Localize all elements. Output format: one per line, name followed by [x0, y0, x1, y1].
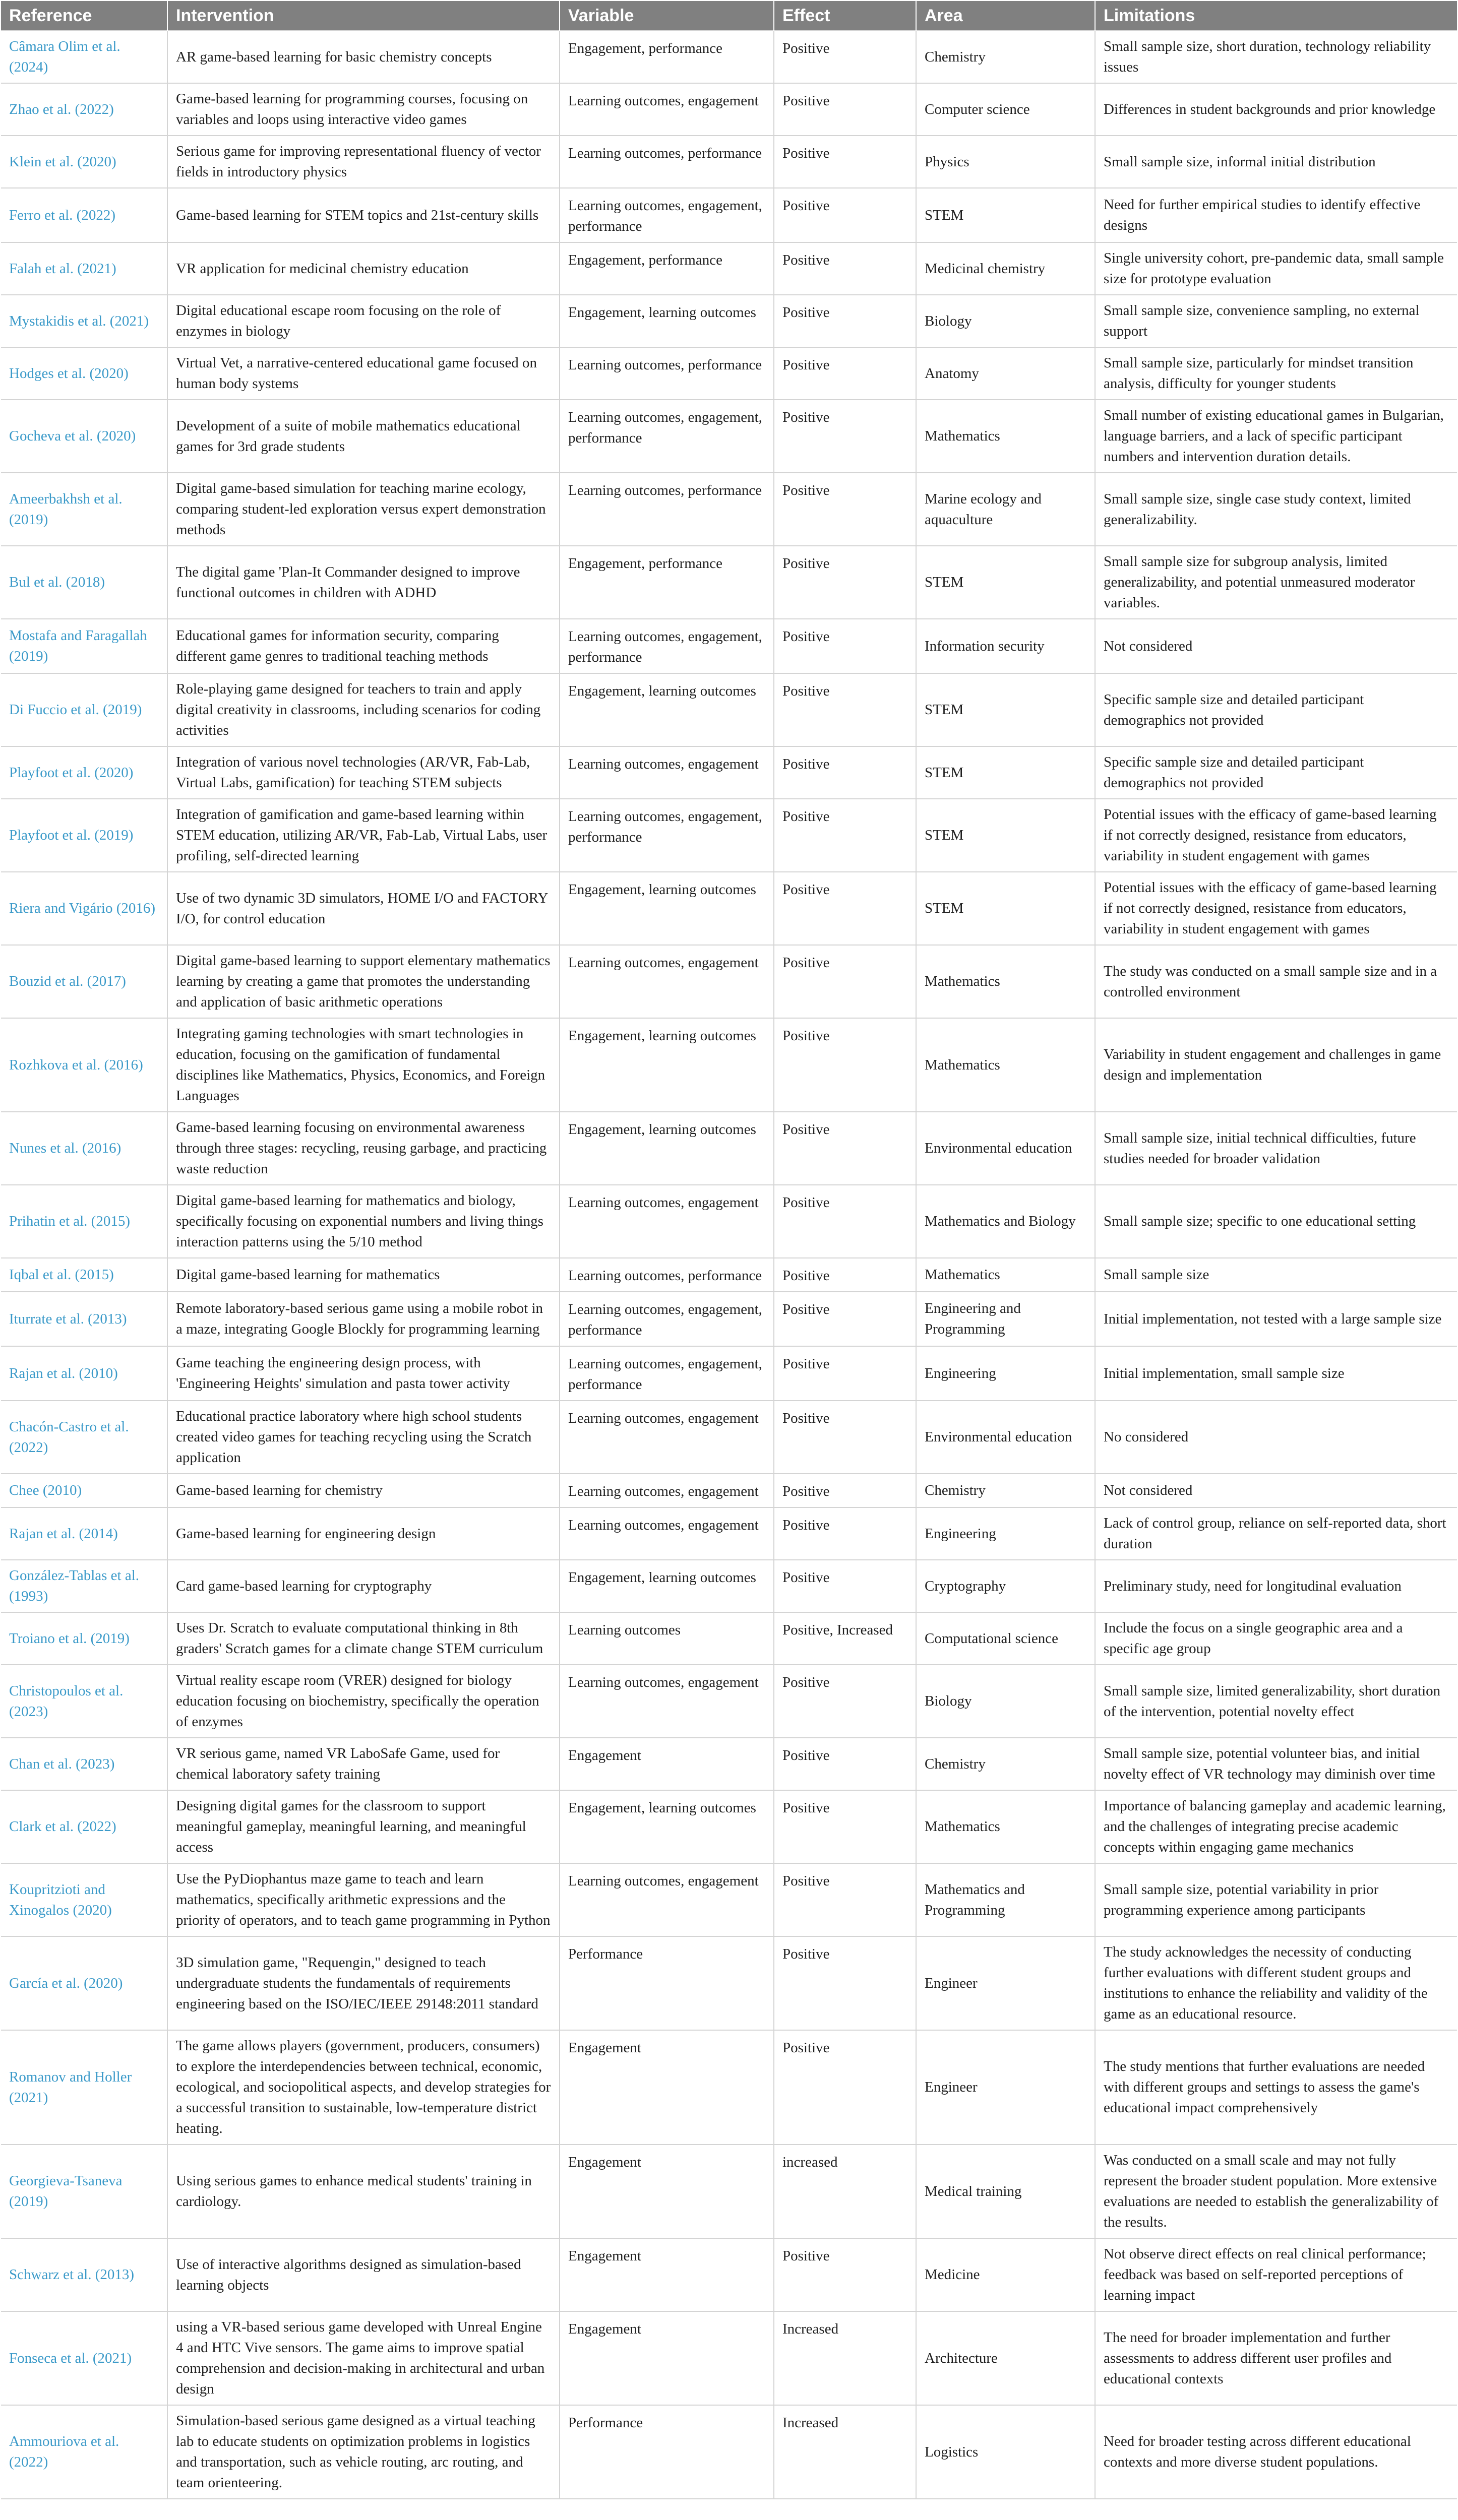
cell-variable: Engagement, learning outcomes [560, 295, 774, 347]
cell-variable: Engagement, learning outcomes [560, 1018, 774, 1112]
cell-intervention: Use of interactive algorithms designed as simulation-based learning objects [167, 2238, 560, 2311]
cell-area: Biology [916, 295, 1095, 347]
cell-intervention: Using serious games to enhance medical students' training in cardiology. [167, 2145, 560, 2238]
cell-effect: Positive [774, 1507, 916, 1560]
cell-reference[interactable]: Rajan et al. (2010) [1, 1346, 167, 1401]
cell-area: Architecture [916, 2311, 1095, 2405]
table-row [1, 2238, 1457, 2311]
header-row [1, 1, 1457, 31]
cell-limitations: Initial implementation, not tested with a large sample size [1095, 1292, 1457, 1346]
cell-variable: Engagement, learning outcomes [560, 1560, 774, 1612]
table-row [1, 1790, 1457, 1863]
cell-variable: Learning outcomes, engagement [560, 746, 774, 799]
cell-intervention: Virtual reality escape room (VRER) designed for biology education focusing on biochemistry, specifically the operation of enzymes [167, 1665, 560, 1738]
cell-limitations: Small sample size [1095, 1258, 1457, 1292]
cell-intervention: The game allows players (government, producers, consumers) to explore the interdependencies between technical, economic, ecological, and sociopolitical aspects, and develop strategies for a successful transition to sustainable, low-temperature district heating. [167, 2030, 560, 2145]
cell-intervention: Development of a suite of mobile mathematics educational games for 3rd grade students [167, 400, 560, 473]
cell-limitations: Differences in student backgrounds and prior knowledge [1095, 83, 1457, 136]
cell-intervention: Simulation-based serious game designed as a virtual teaching lab to educate students on optimization problems in logistics and transportation, such as vehicle routing, arc routing, and team orienteering. [167, 2405, 560, 2499]
cell-area: STEM [916, 188, 1095, 242]
cell-area: Medicine [916, 2238, 1095, 2311]
cell-effect: Positive [774, 1258, 916, 1292]
cell-intervention: Use the PyDiophantus maze game to teach and learn mathematics, specifically arithmetic expressions and the priority of operators, and to teach game programming in Python [167, 1863, 560, 1936]
cell-variable: Engagement, learning outcomes [560, 1112, 774, 1185]
cell-limitations: The study acknowledges the necessity of conducting further evaluations with different student groups and institutions to enhance the reliability and validity of the game as an educational resource. [1095, 1936, 1457, 2030]
table-row [1, 673, 1457, 746]
cell-area: Cryptography [916, 1560, 1095, 1612]
cell-effect: Positive [774, 1401, 916, 1474]
cell-area: Engineer [916, 2030, 1095, 2145]
cell-effect: Positive [774, 799, 916, 872]
cell-variable: Engagement [560, 2145, 774, 2238]
cell-limitations: Specific sample size and detailed participant demographics not provided [1095, 673, 1457, 746]
cell-reference[interactable]: Mystakidis et al. (2021) [1, 295, 167, 347]
cell-intervention: Digital game-based learning to support elementary mathematics learning by creating a game that promotes the understanding and application of basic arithmetic operations [167, 945, 560, 1018]
cell-reference[interactable]: Koupritzioti and Xinogalos (2020) [1, 1863, 167, 1936]
table-row [1, 1665, 1457, 1738]
table-row [1, 2030, 1457, 2145]
table-row [1, 2145, 1457, 2238]
table-row [1, 400, 1457, 473]
cell-intervention: 3D simulation game, "Requengin," designed to teach undergraduate students the fundamentals of requirements engineering based on the ISO/IEC/IEEE 29148:2011 standard [167, 1936, 560, 2030]
cell-effect: Positive [774, 1346, 916, 1401]
cell-reference[interactable]: Bul et al. (2018) [1, 546, 167, 619]
cell-variable: Engagement, performance [560, 31, 774, 83]
cell-effect: Positive [774, 546, 916, 619]
cell-area: Chemistry [916, 31, 1095, 83]
cell-effect: Positive [774, 1863, 916, 1936]
cell-area: Medicinal chemistry [916, 242, 1095, 295]
cell-intervention: The digital game 'Plan-It Commander designed to improve functional outcomes in children with ADHD [167, 546, 560, 619]
cell-limitations: No considered [1095, 1401, 1457, 1474]
cell-reference[interactable]: Di Fuccio et al. (2019) [1, 673, 167, 746]
cell-reference[interactable]: Romanov and Holler (2021) [1, 2030, 167, 2145]
cell-reference[interactable]: Mostafa and Faragallah (2019) [1, 619, 167, 673]
table-row [1, 1018, 1457, 1112]
cell-intervention: VR application for medicinal chemistry education [167, 242, 560, 295]
cell-variable: Learning outcomes, engagement [560, 1185, 774, 1258]
cell-variable: Learning outcomes, engagement, performance [560, 1292, 774, 1346]
cell-area: Chemistry [916, 1474, 1095, 1507]
cell-effect: Positive [774, 188, 916, 242]
table-body [1, 31, 1457, 2499]
cell-effect: Positive [774, 1560, 916, 1612]
cell-variable: Performance [560, 1936, 774, 2030]
table-row [1, 945, 1457, 1018]
cell-limitations: Need for broader testing across different educational contexts and more diverse student populations. [1095, 2405, 1457, 2499]
cell-effect: Positive [774, 473, 916, 546]
cell-variable: Learning outcomes, engagement [560, 1507, 774, 1560]
cell-limitations: Small sample size, short duration, technology reliability issues [1095, 31, 1457, 83]
cell-limitations: Lack of control group, reliance on self-reported data, short duration [1095, 1507, 1457, 1560]
cell-variable: Engagement, learning outcomes [560, 1790, 774, 1863]
cell-area: Logistics [916, 2405, 1095, 2499]
table-row [1, 1112, 1457, 1185]
cell-area: Mathematics [916, 945, 1095, 1018]
cell-variable: Learning outcomes, engagement [560, 83, 774, 136]
cell-limitations: Small sample size; specific to one educational setting [1095, 1185, 1457, 1258]
cell-area: Chemistry [916, 1738, 1095, 1790]
cell-reference[interactable]: Iturrate et al. (2013) [1, 1292, 167, 1346]
table-row [1, 1560, 1457, 1612]
table-row [1, 1863, 1457, 1936]
cell-limitations: Was conducted on a small scale and may not fully represent the broader student population. More extensive evaluations are needed to establish the generalizability of the results. [1095, 2145, 1457, 2238]
cell-effect: Positive, Increased [774, 1612, 916, 1665]
cell-effect: Positive [774, 1474, 916, 1507]
cell-limitations: Small sample size, informal initial distribution [1095, 136, 1457, 188]
cell-limitations: Small sample size, single case study context, limited generalizability. [1095, 473, 1457, 546]
cell-area: Information security [916, 619, 1095, 673]
table-row [1, 1612, 1457, 1665]
table-row [1, 347, 1457, 400]
table-row [1, 746, 1457, 799]
table-row [1, 2311, 1457, 2405]
cell-reference[interactable]: Schwarz et al. (2013) [1, 2238, 167, 2311]
cell-variable: Learning outcomes, engagement [560, 1863, 774, 1936]
cell-limitations: The need for broader implementation and further assessments to address different user profiles and educational contexts [1095, 2311, 1457, 2405]
cell-area: Computer science [916, 83, 1095, 136]
table-row [1, 2405, 1457, 2499]
header-variable: Variable [560, 1, 774, 31]
table-row [1, 1258, 1457, 1292]
cell-reference[interactable]: Clark et al. (2022) [1, 1790, 167, 1863]
cell-intervention: Game-based learning focusing on environmental awareness through three stages: recycling, reusing garbage, and practicing waste reduction [167, 1112, 560, 1185]
table-row [1, 1401, 1457, 1474]
cell-reference[interactable]: Bouzid et al. (2017) [1, 945, 167, 1018]
cell-area: STEM [916, 546, 1095, 619]
cell-reference[interactable]: Ammouriova et al. (2022) [1, 2405, 167, 2499]
cell-variable: Learning outcomes, engagement [560, 1401, 774, 1474]
cell-limitations: Variability in student engagement and challenges in game design and implementation [1095, 1018, 1457, 1112]
cell-reference[interactable]: Chacón-Castro et al. (2022) [1, 1401, 167, 1474]
cell-reference[interactable]: García et al. (2020) [1, 1936, 167, 2030]
cell-limitations: Small sample size for subgroup analysis, limited generalizability, and potential unmeasured moderator variables. [1095, 546, 1457, 619]
cell-intervention: Remote laboratory-based serious game using a mobile robot in a maze, integrating Google Blockly for programming learning [167, 1292, 560, 1346]
cell-variable: Learning outcomes, engagement [560, 1665, 774, 1738]
cell-variable: Engagement, performance [560, 242, 774, 295]
cell-reference[interactable]: Ferro et al. (2022) [1, 188, 167, 242]
cell-variable: Engagement [560, 2030, 774, 2145]
cell-area: STEM [916, 872, 1095, 945]
table-row [1, 136, 1457, 188]
cell-reference[interactable]: Rajan et al. (2014) [1, 1507, 167, 1560]
cell-variable: Learning outcomes, performance [560, 347, 774, 400]
table-row [1, 799, 1457, 872]
cell-intervention: Educational practice laboratory where high school students created video games for teaching recycling using the Scratch application [167, 1401, 560, 1474]
cell-limitations: Preliminary study, need for longitudinal evaluation [1095, 1560, 1457, 1612]
header-limitations: Limitations [1095, 1, 1457, 31]
table-row [1, 1185, 1457, 1258]
cell-effect: Positive [774, 31, 916, 83]
cell-effect: Positive [774, 2030, 916, 2145]
cell-intervention: Role-playing game designed for teachers to train and apply digital creativity in classrooms, including scenarios for coding activities [167, 673, 560, 746]
cell-reference[interactable]: Prihatin et al. (2015) [1, 1185, 167, 1258]
cell-effect: Positive [774, 1665, 916, 1738]
cell-intervention: Virtual Vet, a narrative-centered educational game focused on human body systems [167, 347, 560, 400]
cell-reference[interactable]: Playfoot et al. (2020) [1, 746, 167, 799]
cell-limitations: Small sample size, initial technical difficulties, future studies needed for broader validation [1095, 1112, 1457, 1185]
cell-intervention: AR game-based learning for basic chemistry concepts [167, 31, 560, 83]
cell-limitations: Include the focus on a single geographic area and a specific age group [1095, 1612, 1457, 1665]
table-row [1, 31, 1457, 83]
cell-variable: Engagement, learning outcomes [560, 673, 774, 746]
cell-area: Engineering [916, 1507, 1095, 1560]
cell-reference[interactable]: Georgieva-Tsaneva (2019) [1, 2145, 167, 2238]
cell-reference[interactable]: Iqbal et al. (2015) [1, 1258, 167, 1292]
cell-intervention: Card game-based learning for cryptography [167, 1560, 560, 1612]
cell-effect: Positive [774, 673, 916, 746]
cell-variable: Learning outcomes, engagement [560, 1474, 774, 1507]
table-row [1, 1738, 1457, 1790]
cell-effect: Positive [774, 1738, 916, 1790]
cell-area: Computational science [916, 1612, 1095, 1665]
cell-area: STEM [916, 673, 1095, 746]
cell-area: Physics [916, 136, 1095, 188]
cell-variable: Learning outcomes, engagement [560, 945, 774, 1018]
cell-intervention: Educational games for information security, comparing different game genres to traditional teaching methods [167, 619, 560, 673]
cell-limitations: Not considered [1095, 1474, 1457, 1507]
cell-area: Mathematics [916, 1790, 1095, 1863]
cell-area: Biology [916, 1665, 1095, 1738]
cell-variable: Learning outcomes, engagement, performance [560, 400, 774, 473]
cell-reference[interactable]: Hodges et al. (2020) [1, 347, 167, 400]
cell-variable: Learning outcomes, engagement, performance [560, 799, 774, 872]
cell-reference[interactable]: Rozhkova et al. (2016) [1, 1018, 167, 1112]
cell-limitations: Potential issues with the efficacy of game-based learning if not correctly designed, resistance from educators, variability in student engagement with games [1095, 799, 1457, 872]
cell-variable: Engagement, performance [560, 546, 774, 619]
cell-intervention: Game-based learning for engineering design [167, 1507, 560, 1560]
cell-effect: Positive [774, 872, 916, 945]
cell-limitations: The study mentions that further evaluations are needed with different groups and settings to assess the game's educational impact comprehensively [1095, 2030, 1457, 2145]
cell-limitations: Potential issues with the efficacy of game-based learning if not correctly designed, resistance from educators, variability in student engagement with games [1095, 872, 1457, 945]
table-row [1, 83, 1457, 136]
cell-limitations: Small sample size, particularly for mindset transition analysis, difficulty for younger students [1095, 347, 1457, 400]
cell-effect: Positive [774, 242, 916, 295]
cell-effect: Positive [774, 746, 916, 799]
cell-area: Anatomy [916, 347, 1095, 400]
cell-reference[interactable]: Ameerbakhsh et al. (2019) [1, 473, 167, 546]
cell-intervention: Game-based learning for programming courses, focusing on variables and loops using interactive video games [167, 83, 560, 136]
cell-effect: Positive [774, 83, 916, 136]
cell-variable: Learning outcomes, performance [560, 136, 774, 188]
cell-area: Marine ecology and aquaculture [916, 473, 1095, 546]
table-row [1, 242, 1457, 295]
cell-intervention: Digital game-based simulation for teaching marine ecology, comparing student-led exploration versus expert demonstration methods [167, 473, 560, 546]
header-intervention: Intervention [167, 1, 560, 31]
cell-intervention: Integration of various novel technologies (AR/VR, Fab-Lab, Virtual Labs, gamification) for teaching STEM subjects [167, 746, 560, 799]
cell-variable: Learning outcomes, performance [560, 473, 774, 546]
cell-area: STEM [916, 799, 1095, 872]
cell-intervention: Game-based learning for STEM topics and 21st-century skills [167, 188, 560, 242]
cell-area: Mathematics [916, 1018, 1095, 1112]
cell-effect: Positive [774, 347, 916, 400]
cell-intervention: Serious game for improving representational fluency of vector fields in introductory physics [167, 136, 560, 188]
cell-limitations: Single university cohort, pre-pandemic data, small sample size for prototype evaluation [1095, 242, 1457, 295]
cell-limitations: Small sample size, limited generalizability, short duration of the intervention, potential novelty effect [1095, 1665, 1457, 1738]
cell-intervention: Use of two dynamic 3D simulators, HOME I/O and FACTORY I/O, for control education [167, 872, 560, 945]
cell-effect: Positive [774, 400, 916, 473]
cell-intervention: Game-based learning for chemistry [167, 1474, 560, 1507]
cell-variable: Engagement, learning outcomes [560, 872, 774, 945]
table-row [1, 1507, 1457, 1560]
table-row [1, 1346, 1457, 1401]
cell-limitations: Small sample size, potential volunteer bias, and initial novelty effect of VR technology may diminish over time [1095, 1738, 1457, 1790]
cell-reference[interactable]: González-Tablas et al. (1993) [1, 1560, 167, 1612]
table-row [1, 619, 1457, 673]
cell-area: Environmental education [916, 1401, 1095, 1474]
cell-area: Mathematics [916, 400, 1095, 473]
table-row [1, 473, 1457, 546]
cell-effect: Increased [774, 2405, 916, 2499]
cell-intervention: Integration of gamification and game-based learning within STEM education, utilizing AR/VR, Fab-Lab, Virtual Labs, user profiling, self-directed learning [167, 799, 560, 872]
cell-variable: Learning outcomes, performance [560, 1258, 774, 1292]
cell-reference[interactable]: Câmara Olim et al. (2024) [1, 31, 167, 83]
cell-limitations: Small sample size, convenience sampling, no external support [1095, 295, 1457, 347]
table-row [1, 1292, 1457, 1346]
cell-limitations: Not considered [1095, 619, 1457, 673]
cell-reference[interactable]: Klein et al. (2020) [1, 136, 167, 188]
cell-variable: Performance [560, 2405, 774, 2499]
cell-variable: Learning outcomes [560, 1612, 774, 1665]
cell-limitations: Small number of existing educational games in Bulgarian, language barriers, and a lack of specific participant numbers and intervention duration details. [1095, 400, 1457, 473]
cell-area: Engineering [916, 1346, 1095, 1401]
cell-reference[interactable]: Playfoot et al. (2019) [1, 799, 167, 872]
cell-area: Mathematics and Programming [916, 1863, 1095, 1936]
cell-reference[interactable]: Gocheva et al. (2020) [1, 400, 167, 473]
cell-reference[interactable]: Zhao et al. (2022) [1, 83, 167, 136]
cell-effect: Positive [774, 619, 916, 673]
cell-intervention: Uses Dr. Scratch to evaluate computational thinking in 8th graders' Scratch games for a climate change STEM curriculum [167, 1612, 560, 1665]
cell-reference[interactable]: Chan et al. (2023) [1, 1738, 167, 1790]
cell-limitations: Not observe direct effects on real clinical performance; feedback was based on self-reported perceptions of learning impact [1095, 2238, 1457, 2311]
cell-effect: Positive [774, 295, 916, 347]
cell-reference[interactable]: Chee (2010) [1, 1474, 167, 1507]
cell-variable: Engagement [560, 2238, 774, 2311]
cell-limitations: Initial implementation, small sample size [1095, 1346, 1457, 1401]
cell-intervention: Designing digital games for the classroom to support meaningful gameplay, meaningful learning, and meaningful access [167, 1790, 560, 1863]
cell-intervention: VR serious game, named VR LaboSafe Game, used for chemical laboratory safety training [167, 1738, 560, 1790]
cell-intervention: Digital game-based learning for mathematics [167, 1258, 560, 1292]
cell-area: Mathematics [916, 1258, 1095, 1292]
cell-area: STEM [916, 746, 1095, 799]
literature-table [1, 1, 1457, 2499]
header-reference: Reference [1, 1, 167, 31]
cell-effect: Positive [774, 1018, 916, 1112]
cell-area: Engineering and Programming [916, 1292, 1095, 1346]
table-row [1, 1936, 1457, 2030]
cell-intervention: Integrating gaming technologies with smart technologies in education, focusing on the gamification of fundamental disciplines like Mathematics, Physics, Economics, and Foreign Languages [167, 1018, 560, 1112]
cell-limitations: Need for further empirical studies to identify effective designs [1095, 188, 1457, 242]
cell-limitations: Small sample size, potential variability in prior programming experience among participants [1095, 1863, 1457, 1936]
table-row [1, 872, 1457, 945]
cell-reference[interactable]: Falah et al. (2021) [1, 242, 167, 295]
cell-effect: increased [774, 2145, 916, 2238]
cell-effect: Positive [774, 136, 916, 188]
header-area: Area [916, 1, 1095, 31]
cell-effect: Increased [774, 2311, 916, 2405]
cell-intervention: using a VR-based serious game developed with Unreal Engine 4 and HTC Vive sensors. The game aims to improve spatial comprehension and decision-making in architectural and urban design [167, 2311, 560, 2405]
cell-variable: Learning outcomes, engagement, performance [560, 1346, 774, 1401]
cell-variable: Engagement [560, 2311, 774, 2405]
cell-intervention: Digital game-based learning for mathematics and biology, specifically focusing on exponential numbers and living things interaction patterns using the 5/10 method [167, 1185, 560, 1258]
cell-reference[interactable]: Riera and Vigário (2016) [1, 872, 167, 945]
cell-intervention: Digital educational escape room focusing on the role of enzymes in biology [167, 295, 560, 347]
table-row [1, 1474, 1457, 1507]
cell-limitations: Specific sample size and detailed participant demographics not provided [1095, 746, 1457, 799]
cell-intervention: Game teaching the engineering design process, with 'Engineering Heights' simulation and pasta tower activity [167, 1346, 560, 1401]
cell-effect: Positive [774, 1790, 916, 1863]
cell-effect: Positive [774, 2238, 916, 2311]
cell-effect: Positive [774, 945, 916, 1018]
cell-area: Mathematics and Biology [916, 1185, 1095, 1258]
cell-area: Environmental education [916, 1112, 1095, 1185]
cell-limitations: The study was conducted on a small sample size and in a controlled environment [1095, 945, 1457, 1018]
cell-area: Medical training [916, 2145, 1095, 2238]
cell-variable: Engagement [560, 1738, 774, 1790]
cell-variable: Learning outcomes, engagement, performance [560, 188, 774, 242]
cell-reference[interactable]: Christopoulos et al. (2023) [1, 1665, 167, 1738]
cell-area: Engineer [916, 1936, 1095, 2030]
cell-reference[interactable]: Fonseca et al. (2021) [1, 2311, 167, 2405]
cell-effect: Positive [774, 1292, 916, 1346]
header-effect: Effect [774, 1, 916, 31]
table-row [1, 188, 1457, 242]
cell-variable: Learning outcomes, engagement, performance [560, 619, 774, 673]
table-row [1, 295, 1457, 347]
table-row [1, 546, 1457, 619]
cell-limitations: Importance of balancing gameplay and academic learning, and the challenges of integrating precise academic concepts within engaging game mechanics [1095, 1790, 1457, 1863]
cell-effect: Positive [774, 1185, 916, 1258]
cell-reference[interactable]: Nunes et al. (2016) [1, 1112, 167, 1185]
cell-reference[interactable]: Troiano et al. (2019) [1, 1612, 167, 1665]
cell-effect: Positive [774, 1936, 916, 2030]
cell-effect: Positive [774, 1112, 916, 1185]
